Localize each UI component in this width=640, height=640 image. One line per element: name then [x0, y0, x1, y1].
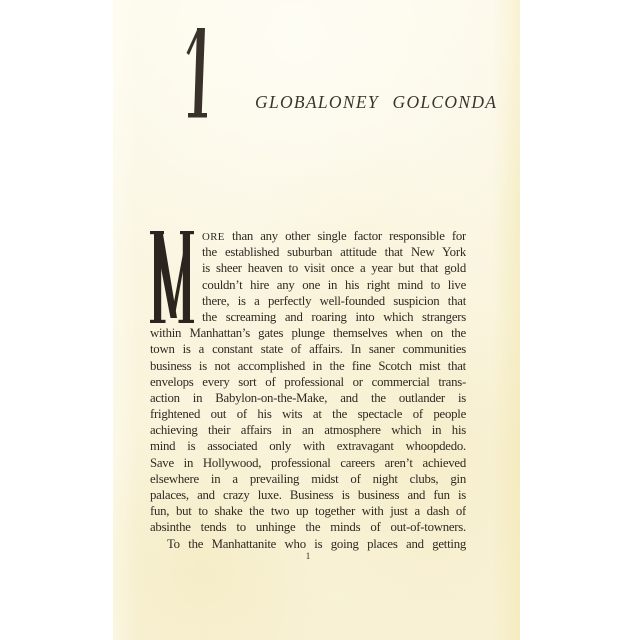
opening-caps: ORE [202, 231, 225, 243]
body-line-text: than any other single factor responsible for [231, 229, 466, 243]
body-line: fun, but to shake the two up together with just a dash of [150, 504, 466, 519]
body-line: elsewhere in a prevailing midst of night clubs, gin [150, 471, 466, 486]
book-page [113, 0, 520, 640]
body-line: envelops every sort of professional or commercial trans- [150, 374, 466, 389]
body-line: there, is a perfectly well-founded suspicion that [202, 293, 466, 308]
body-line: within Manhattan’s gates plunge themselves when on the [150, 326, 466, 341]
body-line: frightened out of his wits at the spectacle of people [150, 407, 466, 422]
body-line: achieving their affairs in an atmosphere which in his [150, 423, 466, 438]
body-line: mind is associated only with extravagant whoopdedo. [150, 439, 466, 454]
body-line [202, 228, 466, 244]
body-line: the established suburban attitude that New York [202, 245, 466, 260]
body-line: is sheer heaven to visit once a year but that gold [202, 261, 466, 276]
numeral-one-icon [184, 27, 208, 118]
opening-paragraph-row [150, 228, 466, 325]
body-line: couldn’t hire any one in his right mind to live [202, 277, 466, 292]
body-line: Save in Hollywood, professional careers aren’t achieved [150, 455, 466, 470]
drop-cap-m-icon [150, 231, 194, 323]
page-number: 1 [305, 551, 311, 561]
drop-cap-m [150, 231, 194, 323]
body-line: To the Manhattanite who is going places and getting [167, 536, 466, 551]
body-line: the screaming and roaring into which strangers [202, 309, 466, 324]
body-line: town is a constant state of affairs. In saner communities [150, 342, 466, 357]
chapter-title: GLOBALONEY GOLCONDA [255, 92, 498, 112]
body-line: business is not accomplished in the fine Scotch mist that [150, 358, 466, 373]
body-line: palaces, and crazy luxe. Business is business and fun is [150, 488, 466, 502]
chapter-number-glyph [184, 27, 208, 118]
body-text [150, 228, 466, 552]
body-line: action in Babylon-on-the-Make, and the outlander is [150, 390, 466, 405]
wrapped-lines [202, 228, 466, 325]
body-line: absinthe tends to unhinge the minds of out-of-towners. [150, 520, 466, 535]
